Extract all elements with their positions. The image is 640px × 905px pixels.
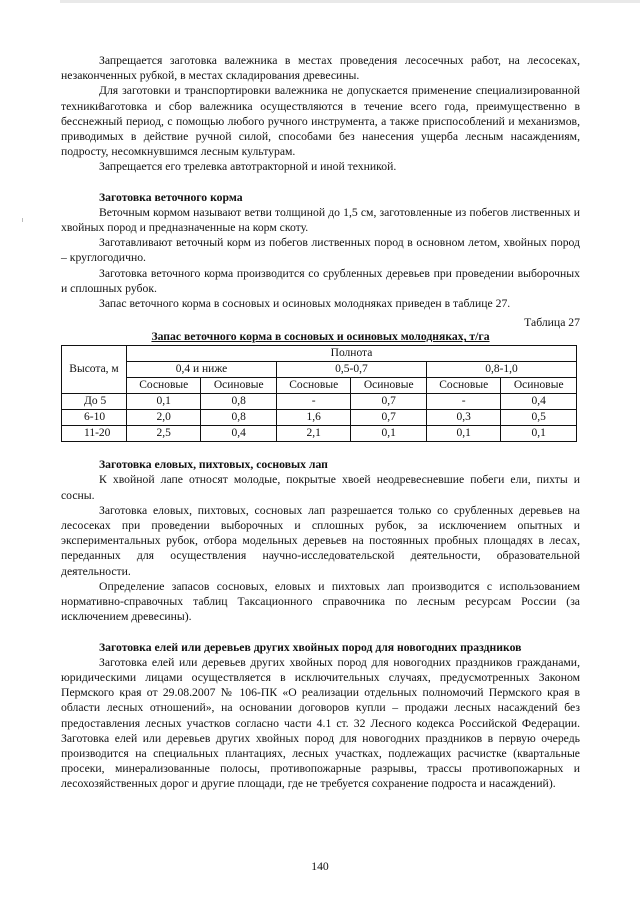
table-cell: 0,5 bbox=[501, 410, 577, 426]
paragraph: Запрещается его трелевка автотракторной и иной техникой. bbox=[99, 160, 397, 174]
row-height: 6-10 bbox=[62, 410, 127, 426]
table-cell: 0,7 bbox=[351, 394, 427, 410]
section-heading: Заготовка елей или деревьев других хвойных пород для новогодних праздников bbox=[99, 640, 522, 654]
paragraph: Веточным кормом называют ветви толщиной до 1,5 см, заготовленные из побегов лиственных и хвойных пород и предназначенные на корм скоту. bbox=[61, 205, 580, 235]
data-table bbox=[61, 345, 577, 442]
species-header: Осиновые bbox=[501, 378, 577, 394]
species-header: Осиновые bbox=[351, 378, 427, 394]
table-cell: 1,6 bbox=[276, 410, 350, 426]
scan-mark bbox=[22, 218, 23, 222]
species-header: Осиновые bbox=[201, 378, 277, 394]
group-header: 0,4 и ниже bbox=[127, 362, 277, 378]
species-header: Сосновые bbox=[426, 378, 500, 394]
density-header: Полнота bbox=[127, 346, 577, 362]
group-header: 0,5-0,7 bbox=[276, 362, 426, 378]
table-cell: 2,1 bbox=[276, 426, 350, 442]
paragraph: Запас веточного корма в сосновых и осиновых молодняках приведен в таблице 27. bbox=[99, 297, 511, 311]
table-row bbox=[62, 410, 577, 426]
table-cell: 0,4 bbox=[201, 426, 277, 442]
table-cell: 0,1 bbox=[426, 426, 500, 442]
species-header: Сосновые bbox=[276, 378, 350, 394]
paragraph: Заготовка еловых, пихтовых, сосновых лап разрешается только со срубленных деревьев на лесосеках при проведении выборочных и сплошных рубок, за исключением опытных и экспериментальных рубок, отбора модельных деревьев на постоянных пробных площадях в лесах, переданных для осуществления научно-исследовательской деятельности, образовательной деятельности. bbox=[61, 503, 580, 578]
table-cell: 0,3 bbox=[426, 410, 500, 426]
table-cell: 0,1 bbox=[351, 426, 427, 442]
paragraph: Определение запасов сосновых, еловых и пихтовых лап производится с использованием нормативно-справочных таблиц Таксационного справочника по лесным ресурсам России (за исключением древесины). bbox=[61, 579, 580, 624]
table-label: Таблица 27 bbox=[524, 316, 580, 330]
table-cell: 0,1 bbox=[127, 394, 201, 410]
table-cell: - bbox=[426, 394, 500, 410]
height-header: Высота, м bbox=[62, 346, 127, 394]
row-height: 11-20 bbox=[62, 426, 127, 442]
table-row bbox=[62, 426, 577, 442]
table-cell: 0,8 bbox=[201, 394, 277, 410]
row-height: До 5 bbox=[62, 394, 127, 410]
scan-edge bbox=[60, 0, 640, 3]
page-number: 140 bbox=[311, 860, 329, 873]
table-row bbox=[62, 394, 577, 410]
paragraph: Для заготовки и транспортировки валежника не допускается применение специализированной техники. bbox=[61, 84, 580, 113]
paragraph: Заготовка и сбор валежника осуществляются в течение всего года, преимущественно в бесснежный период, с помощью любого ручного инструмента, а также приспособлений и механизмов, приводимых в действие ручной силой, способами без нанесения ущерба лесным насаждениям, подросту, несомкнувшимся лесным культурам. bbox=[61, 99, 580, 159]
paragraph: К хвойной лапе относят молодые, покрытые хвоей неодревесневшие побеги ели, пихты и сосны. bbox=[61, 473, 580, 502]
paragraph: Заготовка елей или деревьев других хвойных пород для новогодних праздников гражданами, юридическими лицами осуществляется в исключительных случаях, предусмотренных Законом Пермского края от 29.08.2007 № 106-ПК «О реализации отдельных полномочий Пермского края в области лесных отношений», на основании договоров купли – продажи лесных насаждений без предоставления лесных участков согласно части 4.1 ст. 32 Лесного кодекса Российской Федерации. Заготовка елей или деревьев других хвойных пород для новогодних праздников в первую очередь производится на специальных плантациях, лесных участках, подлежащих расчистке (квартальные просеки, минерализованные полосы, противопожарные разрывы, трассы противопожарных и лесохозяйственных дорог и другие площади, где не требуется сохранение подроста и насаждений). bbox=[61, 655, 580, 791]
section-heading: Заготовка еловых, пихтовых, сосновых лап bbox=[99, 458, 328, 472]
group-header: 0,8-1,0 bbox=[426, 362, 576, 378]
paragraph: Запрещается заготовка валежника в местах проведения лесосечных работ, на лесосеках, незаконченных рубкой, в местах складирования древесины. bbox=[61, 54, 580, 83]
page-content bbox=[61, 53, 580, 792]
paragraph: Заготавливают веточный корм из побегов лиственных пород в основном летом, хвойных пород – круглогодично. bbox=[61, 236, 580, 265]
table-cell: 0,4 bbox=[501, 394, 577, 410]
species-header: Сосновые bbox=[127, 378, 201, 394]
paragraph: Заготовка веточного корма производится со срубленных деревьев при проведении выборочных и сплошных рубок. bbox=[61, 266, 580, 295]
table-cell: 0,7 bbox=[351, 410, 427, 426]
section-heading: Заготовка веточного корма bbox=[99, 190, 243, 204]
table-cell: 2,5 bbox=[127, 426, 201, 442]
table-cell: 0,1 bbox=[501, 426, 577, 442]
table-cell: - bbox=[276, 394, 350, 410]
table-title: Запас веточного корма в сосновых и осиновых молодняках, т/га bbox=[151, 330, 490, 344]
table-cell: 0,8 bbox=[201, 410, 277, 426]
table-cell: 2,0 bbox=[127, 410, 201, 426]
